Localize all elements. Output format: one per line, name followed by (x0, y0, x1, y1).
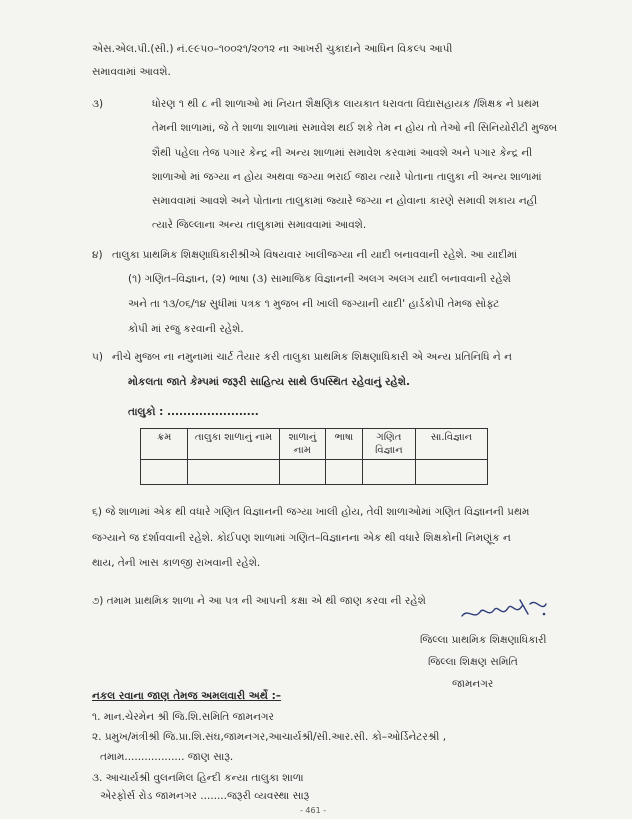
top-line-1: એસ.એલ.પી.(સી.) નં.૯૯૫૦–૧૦૦૨૧/૨૦૧૨ ના આખરી ચુકાદાને આધિન વિકલ્પ આપી (92, 43, 453, 55)
item5-line-2: મોકલતા જાતે કેમ્પમાં જરૂરી સાહિત્ય સાથે ઉપસ્થિત રહેવાનું રહેશે. (128, 376, 410, 388)
school-vacancy-table (140, 428, 488, 485)
signature-office: જિલ્લા શિક્ષણ સમિતિ (428, 656, 518, 668)
item3-line-4: શાળાઓ માં જગ્યા ન હોય અથવા જગ્યા ભરાઈ જાય ત્યારે પોતાના તાલુકા ની અન્ય શાળામાં (152, 171, 542, 183)
item7-line: ૭) તમામ પ્રાથમિક શાળા ને આ પત્ર ની આપની કક્ષા એ થી જાણ કરવા ની રહેશે (92, 595, 426, 607)
item3-line-2: તેમની શાળામાં, જે તે શાળા શાળામાં સમાવેશ થઈ શકે તેમ ન હોય તો તેઓ ની સિનિયોરીટી મુજબ (152, 122, 558, 134)
table-header-kram: ક્રમ (141, 429, 188, 460)
signature-place: જામનગર (452, 678, 494, 690)
table-cell (188, 460, 279, 485)
item6-line-1: ૬) જે શાળામાં એક થી વધારે ગણિત વિજ્ઞાનની જગ્યા ખાલી હોય, તેવી શાળાઓમાં ગણિત વિજ્ઞાનની પ્રથમ (92, 506, 530, 518)
table-cell (279, 460, 326, 485)
signature-designation: જિલ્લા પ્રાથમિક શિક્ષણાધિકારી (420, 634, 547, 646)
item3-number: ૩) (92, 98, 104, 110)
item6-line-2: જગ્યાને જ દર્શાવવાની રહેશે. કોઈપણ શાળામાં ગણિત–વિજ્ઞાનના એક થી વધારે શિક્ષકોની નિમણૂંક ન (92, 532, 511, 544)
table-cell (415, 460, 487, 485)
item6-line-3: થાય, તેની ખાસ કાળજી રાખવાની રહેશે. (92, 557, 261, 569)
page-number: - 461 - (300, 806, 327, 815)
copy-line-2: ૨. પ્રમુખ/મંત્રીશ્રી જિ.પ્રા.શિ.સંઘ,જામનગર,આચાર્યશ્રી/સી.આર.સી. કો–ઓર્ડિનેટરશ્રી , (92, 731, 447, 743)
table-cell (141, 460, 188, 485)
item4-line-1: તાલુકા પ્રાથમિક શિક્ષણાધિકારીશ્રીએ વિષયવાર ખાલીજગ્યા ની યાદી બનાવવાની રહેશે. આ યાદીમાં (112, 249, 518, 261)
table-header-social-science: સા.વિજ્ઞાન (415, 429, 487, 460)
table-row (141, 460, 488, 485)
item5-line-1: નીચે મુજબ ના નમુનામાં ચાર્ટ તૈયાર કરી તાલુકા પ્રાથમિક શિક્ષણાધિકારી એ અન્ય પ્રતિનિધિ ને ન (112, 351, 512, 363)
item4-number: ૪) (92, 249, 103, 261)
table-cell (326, 460, 363, 485)
table-header-school-name: શાળાનું નામ (279, 429, 326, 460)
copy-heading: નકલ રવાના જાણ તેમજ અમલવારી અર્થે :– (92, 690, 282, 702)
item3-line-3: શૈથી પહેલા તેજ પગાર કેન્દ્ર ની અન્ય શાળામાં સમાવેશ કરવામાં આવશે અને પગાર કેન્દ્ર ની (152, 147, 533, 159)
item5-number: ૫) (92, 351, 103, 363)
item4-line-2: (૧) ગણિત–વિજ્ઞાન, (૨) ભાષા (૩) સામાજિક વિજ્ઞાનની અલગ અલગ યાદી બનાવવાની રહેશે (128, 273, 511, 285)
table-cell (362, 460, 415, 485)
table-header-math-science: ગણિત વિજ્ઞાન (362, 429, 415, 460)
taluka-label: તાલુકો : ....................... (128, 406, 259, 418)
item3-line-1: ધોરણ ૧ થી ૮ ની શાળાઓ માં નિયત શૈક્ષણિક લાયકાત ધરાવતા વિદ્યાસહાયક /શિક્ષક ને પ્રથમ (152, 98, 540, 110)
top-line-2: સમાવવામાં આવશે. (92, 66, 171, 78)
item4-line-3: અને તા ૧૩/૦૬/૧૪ સુધીમાં પત્રક ૧ મુજબ ની ખાલી જગ્યાની યાદી' હાર્ડકોપી તેમજ સોફ્ટ (128, 298, 500, 310)
copy-line-4: ૩. આચાર્યશ્રી વુલનમિલ હિન્દી કન્યા તાલુકા શાળા (92, 772, 304, 784)
copy-line-3: તમામ.................. જાણ સારૂ. (100, 751, 234, 763)
item3-line-5: સમાવવામાં આવશે અને પોતાના તાલુકામાં જ્યારે જગ્યા ન હોવાના કારણે સમાવી શકાય નહી (152, 195, 538, 207)
copy-line-1: ૧. માન.ચેરમેન શ્રી જિ.શિ.સમિતિ જામનગર (92, 711, 274, 723)
handwritten-signature-icon (458, 594, 550, 624)
item4-line-4: કોપી માં રજુ કરવાની રહેશે. (128, 323, 244, 335)
table-header-language: ભાષા (326, 429, 363, 460)
item3-line-6: ત્યારે જિલ્લાના અન્ય તાલુકામાં સમાવવામાં આવશે. (152, 219, 367, 231)
table-header-taluka-school: તાલુકા શાળાનું નામ (188, 429, 279, 460)
copy-line-5: એરફોર્સ રોડ જામનગર ........જરૂરી વ્યવસ્થા સારૂ (100, 790, 310, 802)
